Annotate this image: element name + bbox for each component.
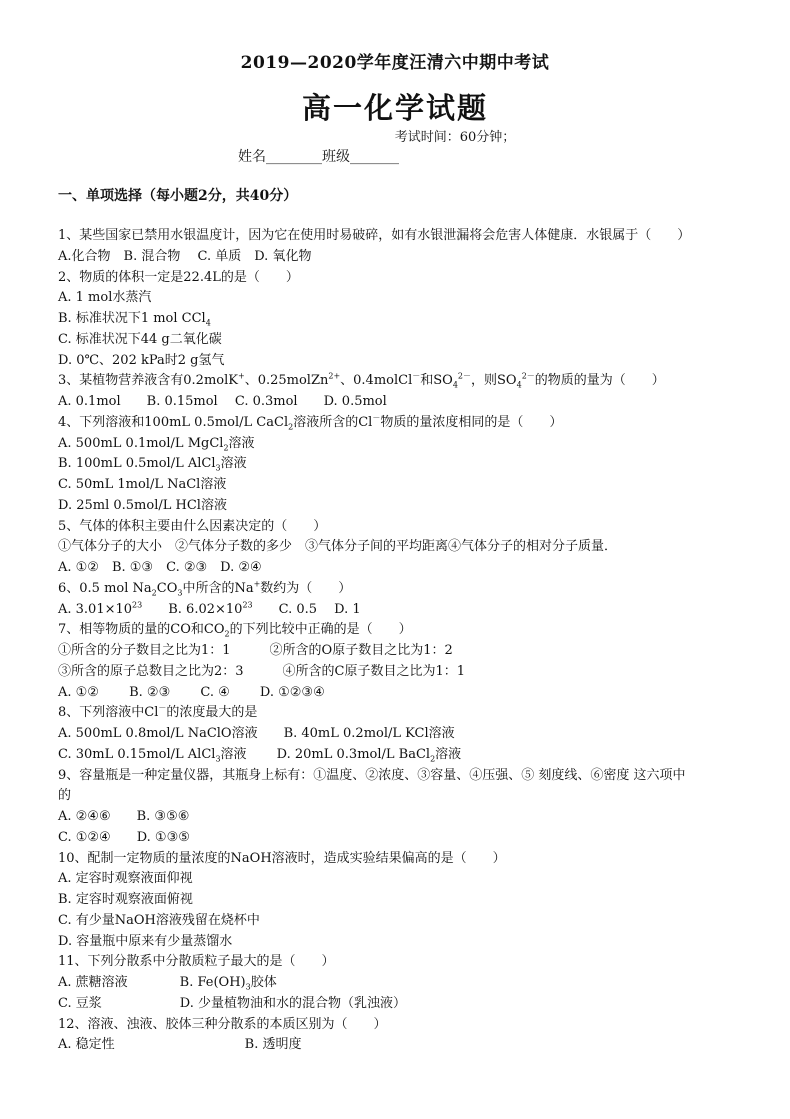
question-line: C. 豆浆 D. 少量植物油和水的混合物（乳浊液）: [58, 995, 406, 1011]
exam-time: 考试时间：60分钟；: [394, 130, 516, 145]
question-line: ①所含的分子数目之比为1：1 ②所含的O原子数目之比为1：2: [58, 643, 453, 658]
question-line: A. ②④⑥ B. ③⑤⑥: [58, 809, 190, 824]
question-line: A. 0.1mol B. 0.15mol C. 0.3mol D. 0.5mol: [58, 394, 387, 409]
question-line: D. 容量瓶中原来有少量蒸馏水: [58, 933, 233, 949]
question-line: ①气体分子的大小 ②气体分子数的多少 ③气体分子间的平均距离④气体分子的相对分子质量．: [58, 539, 618, 555]
question-line: D. 25ml 0.5mol/L HCl溶液: [58, 497, 227, 513]
question-line: 4、下列溶液和100mL 0.5mol/L CaCl$_2$溶液所含的Cl－物质的量浓度相同的是（ ）: [58, 413, 563, 432]
question-line: 7、相等物质的量的CO和$CO_2$的下列比较中正确的是（ ）: [58, 622, 412, 639]
question-line: C. 30mL 0.15mol/L AlCl$_3$溶液 D. 20mL 0.3mol/L BaCl$_2$溶液: [58, 746, 462, 764]
question-line: A. 500mL 0.8mol/L NaClO溶液 B. 40mL 0.2mol/L KCl溶液: [58, 726, 455, 741]
question-line: 1、某些国家已禁用水银温度计，因为它在使用时易破碎，如有水银泄漏将会危害人体健康．水银属于（ ）: [58, 228, 691, 243]
question-line: 的: [58, 788, 72, 804]
question-line: A. ①② B. ②③ C. ④ D. ①②③④: [58, 684, 325, 700]
question-line: A. 定容时观察液面仰视: [58, 871, 193, 887]
question-line: 9、容量瓶是一种定量仪器，其瓶身上标有：①温度、②浓度、③容量、④压强、⑤ 刻度线、⑥密度 这六项中: [58, 767, 686, 783]
question-line: C. 有少量NaOH溶液残留在烧杯中: [58, 912, 260, 928]
question-line: A. ①② B. ①③ C. ②③ D. ②④: [58, 560, 262, 575]
exam-title: 2019—2020学年度汪清六中期中考试: [240, 53, 550, 73]
question-line: 3、某植物营养液含有0.2molK+、0.25molZn$^{2+}$、0.4molCl－和$SO_4^{2-}$，则$SO_4^{2-}$的物质的量为（ ）: [58, 371, 665, 390]
question-line: 2、物质的体积一定是22.4L的是（ ）: [58, 269, 299, 285]
question-line: 6、0.5 mol $Na_2CO_3$中所含的Na+数约为（ ）: [58, 579, 352, 598]
question-line: 11、下列分散系中分散质粒子最大的是（ ）: [58, 954, 335, 970]
question-line: A. 1 mol水蒸汽: [58, 290, 152, 306]
question-line: C. 标准状况下44 g二氧化碳: [58, 331, 222, 347]
question-line: D. 0℃、202 kPa时2 g氢气: [58, 352, 225, 368]
question-line: 10、配制一定物质的量浓度的NaOH溶液时，造成实验结果偏高的是（ ）: [58, 850, 506, 866]
question-line: B. 100mL 0.5mol/L AlCl$_3$溶液: [58, 456, 247, 473]
question-line: 12、溶液、浊液、胶体三种分散系的本质区别为（ ）: [58, 1016, 387, 1032]
question-line: A.化合物 B. 混合物 C. 单质 D. 氧化物: [58, 248, 312, 264]
question-line: A. 500mL 0.1mol/L MgCl$_2$溶液: [58, 435, 255, 453]
question-line: C. ①②④ D. ①③⑤: [58, 829, 190, 845]
question-line: B. 标准状况下1 mol CCl$_4$: [58, 311, 211, 328]
section-title: 一、单项选择（每小题2分，共40分）: [58, 188, 298, 204]
question-line: A. $3.01\times 10^{23}$ B. $6.02\times 10^{23}$ C. 0.5 D. 1: [58, 600, 361, 617]
name-class-line: 姓名________班级_______: [238, 149, 399, 165]
question-list: [58, 226, 748, 1056]
question-line: B. 定容时观察液面俯视: [58, 892, 193, 907]
question-line: A. 稳定性 B. 透明度: [58, 1037, 302, 1053]
question-line: 8、下列溶液中Cl－的浓度最大的是: [58, 703, 258, 721]
question-line: C. 50mL 1mol/L NaCl溶液: [58, 477, 227, 492]
subject-title: 高一化学试题: [301, 91, 488, 125]
question-line: 5、气体的体积主要由什么因素决定的（ ）: [58, 518, 327, 534]
question-line: ③所含的原子总数目之比为2：3 ④所含的C原子数目之比为1：1: [58, 663, 466, 679]
question-line: A. 蔗糖溶液 B. $Fe(OH)_3$胶体: [58, 975, 277, 992]
